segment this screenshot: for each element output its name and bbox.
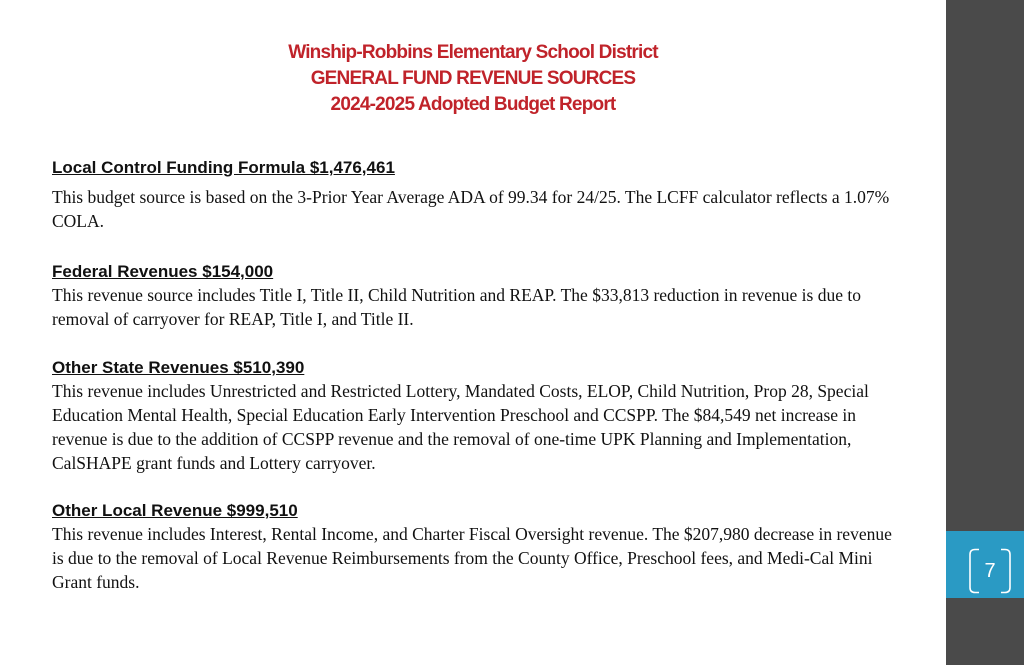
section-heading-local: Other Local Revenue $999,510 [52,501,298,520]
page-number-frame [968,548,1012,594]
section-other-local-revenue [52,500,902,594]
section-lcff [52,157,902,233]
section-other-state-revenues [52,357,902,475]
section-federal-revenues [52,261,902,331]
section-body-lcff: This budget source is based on the 3-Prior Year Average ADA of 99.34 for 24/25. The LCFF calculator reflects a 1.07% COLA. [52,187,890,231]
section-heading-lcff: Local Control Funding Formula $1,476,461 [52,158,395,177]
section-body-local: This revenue includes Interest, Rental Income, and Charter Fiscal Oversight revenue. The $207,980 decrease in revenue is due to the removal of Local Revenue Reimbursements from the County Office, Preschool fees, and Medi-Cal Mini Grant funds. [52,524,892,592]
section-body-state: This revenue includes Unrestricted and Restricted Lottery, Mandated Costs, ELOP, Child Nutrition, Prop 28, Special Education Mental Health, Special Education Early Intervention Preschool and CCSPP. The $84,549 net increase in revenue is due to the addition of CCSPP revenue and the removal of one-time UPK Planning and Implementation, CalSHAPE grant funds and Lottery carryover. [52,381,869,473]
page-number: 7 [984,560,996,582]
section-heading-state: Other State Revenues $510,390 [52,358,305,377]
title-subject: GENERAL FUND REVENUE SOURCES [310,68,636,89]
slide-title [0,40,946,118]
section-body-federal: This revenue source includes Title I, Title II, Child Nutrition and REAP. The $33,813 reduction in revenue is due to removal of carryover for REAP, Title I, and Title II. [52,285,861,329]
page-number-tab [946,531,1024,598]
title-district: Winship-Robbins Elementary School District [288,42,658,63]
section-heading-federal: Federal Revenues $154,000 [52,262,274,281]
title-report: 2024-2025 Adopted Budget Report [330,94,616,115]
